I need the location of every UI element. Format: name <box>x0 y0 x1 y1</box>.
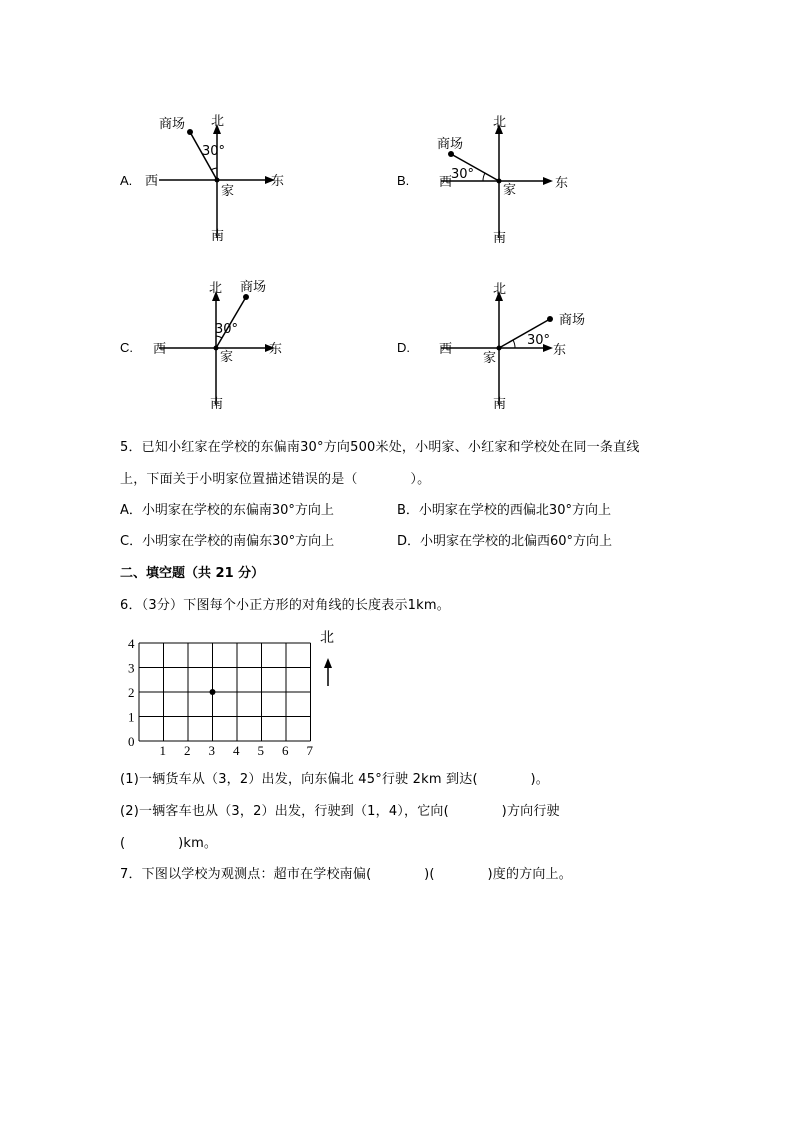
south-label: 南 <box>211 229 225 244</box>
diagram-a <box>145 110 295 245</box>
north-label: 北 <box>211 114 225 129</box>
angle-label: 30° <box>527 333 551 348</box>
option-c-label: C. <box>120 340 133 355</box>
west-label: 西 <box>439 175 453 190</box>
y-tick-label: 2 <box>128 685 135 700</box>
x-tick-label: 3 <box>208 743 215 758</box>
origin-label: 0 <box>128 734 135 749</box>
q6-sub2: (2)一辆客车也从（3，2）出发，行驶到（1，4），它向( )方向行驶 <box>120 804 560 819</box>
angle-label: 30° <box>202 144 226 159</box>
west-label: 西 <box>153 342 167 357</box>
section-2-title: 二、填空题（共 21 分） <box>120 566 265 581</box>
x-tick-label: 1 <box>159 743 166 758</box>
east-label: 东 <box>271 174 285 189</box>
east-label: 东 <box>553 343 567 358</box>
y-tick-label: 3 <box>128 660 135 676</box>
grid-north-label: 北 <box>320 630 334 646</box>
q5-option-d[interactable]: D．小明家在学校的北偏西60°方向上 <box>397 534 613 549</box>
x-tick-label: 7 <box>306 743 313 758</box>
west-label: 西 <box>439 342 453 357</box>
east-label: 东 <box>269 342 283 357</box>
q5-option-c[interactable]: C．小明家在学校的南偏东30°方向上 <box>120 534 335 549</box>
q5-line1: 5．已知小红家在学校的东偏南30°方向500米处，小明家、小红家和学校处在同一条直线 <box>120 440 640 455</box>
diagram-b <box>437 110 587 245</box>
x-tick-label: 4 <box>233 743 240 758</box>
mall-label: 商场 <box>240 280 267 295</box>
x-tick-label: 6 <box>282 743 289 758</box>
diagram-c <box>145 277 295 412</box>
mall-label: 商场 <box>559 313 586 328</box>
y-tick-label: 4 <box>128 636 135 651</box>
angle-label: 30° <box>215 322 239 337</box>
x-tick-label: 2 <box>184 743 191 758</box>
option-d-label: D. <box>397 340 410 355</box>
home-label: 家 <box>503 183 517 198</box>
q5-option-b[interactable]: B．小明家在学校的西偏北30°方向上 <box>397 503 611 518</box>
option-a-label: A. <box>120 173 133 188</box>
south-label: 南 <box>493 231 507 245</box>
q7-stem: 7．下图以学校为观测点：超市在学校南偏( )( )度的方向上。 <box>120 867 572 882</box>
q6-sub2b: ( )km。 <box>120 836 218 851</box>
q6-sub1: (1)一辆货车从（3，2）出发，向东偏北 45°行驶 2km 到达( )。 <box>120 772 550 787</box>
home-label: 家 <box>220 350 234 365</box>
north-label: 北 <box>493 115 507 130</box>
angle-label: 30° <box>451 167 475 182</box>
home-label: 家 <box>483 351 497 366</box>
grid-point <box>210 689 216 695</box>
option-b-label: B. <box>397 173 410 188</box>
x-tick-label: 5 <box>257 743 264 758</box>
north-label: 北 <box>209 281 223 296</box>
q5-option-a[interactable]: A．小明家在学校的东偏南30°方向上 <box>120 503 334 518</box>
south-label: 南 <box>493 397 507 412</box>
home-label: 家 <box>221 184 235 199</box>
north-label: 北 <box>493 282 507 297</box>
east-label: 东 <box>555 176 569 191</box>
diagram-d <box>437 277 597 412</box>
q6-stem: 6．（3分）下图每个小正方形的对角线的长度表示1km。 <box>120 598 450 613</box>
coordinate-grid <box>125 624 355 759</box>
west-label: 西 <box>145 174 159 189</box>
q5-line2: 上，下面关于小明家位置描述错误的是（ ）。 <box>120 472 431 487</box>
south-label: 南 <box>210 397 224 412</box>
y-tick-label: 1 <box>128 709 135 725</box>
mall-label: 商场 <box>159 117 186 132</box>
mall-label: 商场 <box>437 137 464 152</box>
